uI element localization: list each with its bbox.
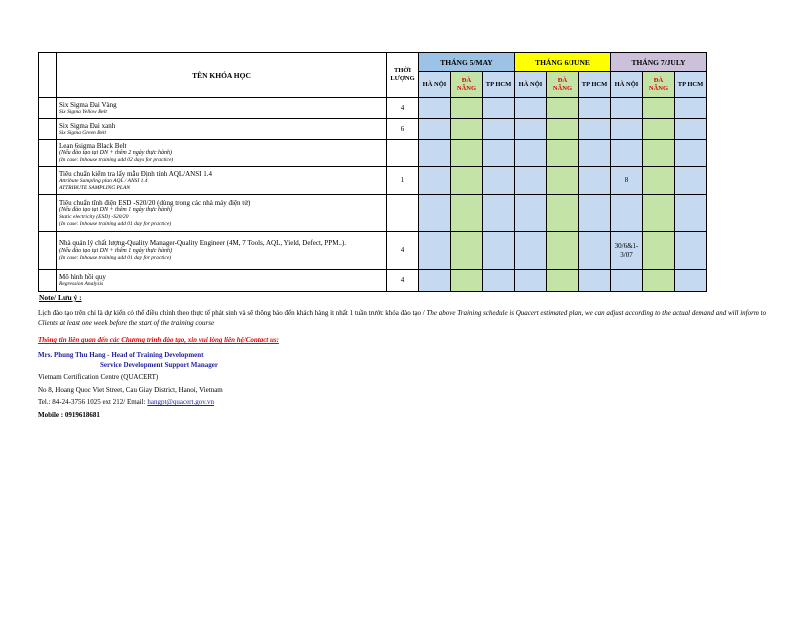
- schedule-cell: [419, 140, 451, 167]
- row-index-cell: [39, 195, 57, 232]
- email-link[interactable]: hangpt@quacert.gov.vn: [147, 398, 214, 407]
- course-inhouse-note: (Nếu đào tạo tại DN + thêm 2 ngày thực hành): [59, 150, 172, 157]
- schedule-cell: [451, 98, 483, 119]
- row-index-cell: [39, 119, 57, 140]
- city-hcm-header: TP HCM: [483, 72, 515, 98]
- schedule-cell: [451, 195, 483, 232]
- schedule-cell: [579, 98, 611, 119]
- city-hanoi-header: HÀ NỘI: [515, 72, 547, 98]
- schedule-cell: [419, 195, 451, 232]
- tel-label: Tel.: 84-24-3756 1025 ext 212/ Email:: [38, 398, 148, 407]
- schedule-cell: [419, 167, 451, 195]
- course-english-name: Six Sigma Green Belt: [59, 129, 106, 136]
- city-hcm-header: TP HCM: [675, 72, 707, 98]
- row-index-cell: [39, 140, 57, 167]
- schedule-cell: [451, 140, 483, 167]
- contact-name: Mrs. Phung Thu Hang - Head of Training Development: [38, 351, 204, 360]
- duration-header: THỜI LƯỢNG: [387, 53, 419, 98]
- course-title: Tiêu chuẩn kiểm tra lấy mẫu Định tính AQL/ANSI 1.4: [59, 169, 212, 178]
- table-row: [39, 270, 707, 292]
- schedule-cell: [419, 232, 451, 270]
- course-inhouse-note-en: (In case: Inhouse training add 01 day for practice): [59, 254, 172, 261]
- table-row: [39, 232, 707, 270]
- table-row: [39, 98, 707, 119]
- schedule-cell: [611, 140, 643, 167]
- course-title: Mô hình hồi quy: [59, 273, 106, 281]
- month-may-header: THÁNG 5/MAY: [419, 53, 515, 72]
- course-inhouse-note-en: (In case: Inhouse training add 01 day for practice): [59, 220, 172, 227]
- course-cell: [57, 119, 387, 140]
- schedule-cell: [579, 270, 611, 292]
- schedule-cell: [419, 98, 451, 119]
- schedule-cell: [611, 270, 643, 292]
- schedule-cell: [643, 140, 675, 167]
- schedule-cell: [675, 270, 707, 292]
- course-english-name: Attribute Sampling plan AQL / ANSI 1.4: [59, 178, 148, 185]
- city-hanoi-header: HÀ NỘI: [611, 72, 643, 98]
- course-english-name: Regression Analysis: [59, 281, 104, 288]
- schedule-cell: [451, 119, 483, 140]
- course-cell: [57, 232, 387, 270]
- schedule-cell: [547, 119, 579, 140]
- duration-cell: 4: [387, 98, 419, 119]
- duration-cell: [387, 195, 419, 232]
- mobile: Mobile : 0919618681: [38, 410, 100, 419]
- course-inhouse-note: (Nếu đào tạo tại DN + thêm 1 ngày thực hành): [59, 247, 172, 254]
- course-title: Six Sigma Đai xanh: [59, 121, 116, 130]
- schedule-cell: [579, 119, 611, 140]
- schedule-cell: [515, 119, 547, 140]
- schedule-cell: [419, 119, 451, 140]
- schedule-cell: [579, 232, 611, 270]
- schedule-cell: [483, 119, 515, 140]
- schedule-table: [38, 52, 707, 292]
- training-schedule-sheet: [38, 52, 707, 292]
- schedule-cell: [547, 195, 579, 232]
- city-danang-header: ĐÀ NẴNG: [643, 72, 675, 98]
- address: No 8, Hoang Quoc Viet Street, Cau Giay District, Hanoi, Vietnam: [38, 385, 223, 394]
- table-row: [39, 167, 707, 195]
- course-title: Nhà quản lý chất lượng-Quality Manager-Quality Engineer (4M, 7 Tools, AQL, Yield, Defect, PPM..).: [59, 239, 347, 248]
- schedule-cell: [483, 195, 515, 232]
- schedule-cell: [451, 270, 483, 292]
- index-header: [39, 53, 57, 98]
- schedule-cell: [675, 140, 707, 167]
- schedule-cell: [675, 119, 707, 140]
- schedule-cell: [515, 98, 547, 119]
- schedule-cell: [547, 270, 579, 292]
- note-text: [38, 309, 768, 328]
- duration-cell: 6: [387, 119, 419, 140]
- schedule-cell: [579, 140, 611, 167]
- schedule-cell: [579, 167, 611, 195]
- schedule-cell: [611, 98, 643, 119]
- schedule-cell: [483, 232, 515, 270]
- schedule-cell: [419, 270, 451, 292]
- course-title: Tiêu chuẩn tĩnh điện ESD -S20/20 (dùng trong các nhà máy điện tử): [59, 198, 251, 207]
- duration-cell: [387, 140, 419, 167]
- schedule-cell: [643, 232, 675, 270]
- course-inhouse-note-en: (In case: Inhouse training add 02 days for practice): [59, 157, 174, 164]
- schedule-cell: [547, 140, 579, 167]
- row-index-cell: [39, 167, 57, 195]
- course-cell: [57, 167, 387, 195]
- schedule-cell: 8: [611, 167, 643, 195]
- schedule-cell: [643, 167, 675, 195]
- schedule-cell: [515, 195, 547, 232]
- course-cell: [57, 140, 387, 167]
- contact-us-heading: Thông tin liên quan đến các Chương trình đào tạo, xin vui lòng liên hệ/Contact us:: [38, 336, 279, 344]
- schedule-cell: [675, 232, 707, 270]
- note-text-vi: Lịch đào tạo trên chỉ là dự kiến có thể điều chỉnh theo thực tế phát sinh và sẽ thông báo đến khách hàng ít nhất 1 tuần trước khóa đào tạo /: [38, 309, 427, 318]
- duration-cell: 1: [387, 167, 419, 195]
- schedule-cell: [675, 167, 707, 195]
- city-danang-header: ĐÀ NẴNG: [451, 72, 483, 98]
- course-cell: [57, 98, 387, 119]
- schedule-cell: [483, 98, 515, 119]
- contact-department: Service Development Support Manager: [100, 360, 219, 369]
- table-row: [39, 195, 707, 232]
- schedule-cell: [579, 195, 611, 232]
- course-english-name-2: Static electricity (ESD) -S20/20: [59, 214, 129, 221]
- schedule-cell: [611, 195, 643, 232]
- notes-section: [38, 293, 768, 420]
- schedule-cell: [483, 270, 515, 292]
- schedule-cell: [643, 195, 675, 232]
- note-text-en: The above Training schedule is Quacert estimated plan, we can adjust according to the actual demand and will inform to Clients at least one week before the start of the training course: [38, 309, 767, 327]
- course-cell: [57, 270, 387, 292]
- schedule-cell: [451, 232, 483, 270]
- schedule-cell: [643, 270, 675, 292]
- schedule-cell: [643, 98, 675, 119]
- duration-cell: 4: [387, 270, 419, 292]
- duration-cell: 4: [387, 232, 419, 270]
- schedule-cell: [515, 140, 547, 167]
- schedule-cell: [515, 270, 547, 292]
- table-row: [39, 119, 707, 140]
- tel-email-line: [38, 398, 768, 407]
- schedule-cell: [483, 167, 515, 195]
- schedule-cell: [515, 232, 547, 270]
- schedule-cell: [483, 140, 515, 167]
- schedule-cell: [675, 98, 707, 119]
- schedule-cell: [451, 167, 483, 195]
- course-title: Lean 6sigma Black Belt: [59, 141, 127, 150]
- header-row-months: [39, 53, 707, 72]
- city-hcm-header: TP HCM: [579, 72, 611, 98]
- schedule-cell: [547, 167, 579, 195]
- schedule-cell: [675, 195, 707, 232]
- row-index-cell: [39, 270, 57, 292]
- organization: Vietnam Certification Centre (QUACERT): [38, 373, 159, 382]
- schedule-cell: [515, 167, 547, 195]
- course-english-name: Six Sigma Yellow Belt: [59, 108, 107, 115]
- month-june-header: THÁNG 6/JUNE: [515, 53, 611, 72]
- schedule-cell: [547, 98, 579, 119]
- month-july-header: THÁNG 7/JULY: [611, 53, 707, 72]
- course-title: Six Sigma Đai Vàng: [59, 100, 117, 109]
- city-hanoi-header: HÀ NỘI: [419, 72, 451, 98]
- schedule-cell: 30/6&1-3/07: [611, 232, 643, 270]
- schedule-cell: [643, 119, 675, 140]
- row-index-cell: [39, 232, 57, 270]
- course-cell: [57, 195, 387, 232]
- schedule-cell: [611, 119, 643, 140]
- table-row: [39, 140, 707, 167]
- schedule-cell: [547, 232, 579, 270]
- note-title: Note/ Lưu ý :: [39, 293, 82, 302]
- city-danang-header: ĐÀ NẴNG: [547, 72, 579, 98]
- course-english-name-2: ATTRIBUTE SAMPLING PLAN: [59, 184, 130, 191]
- row-index-cell: [39, 98, 57, 119]
- course-inhouse-note: (Nếu đào tạo tại DN + thêm 1 ngày thực hành): [59, 207, 172, 213]
- course-name-header: TÊN KHÓA HỌC: [57, 53, 387, 98]
